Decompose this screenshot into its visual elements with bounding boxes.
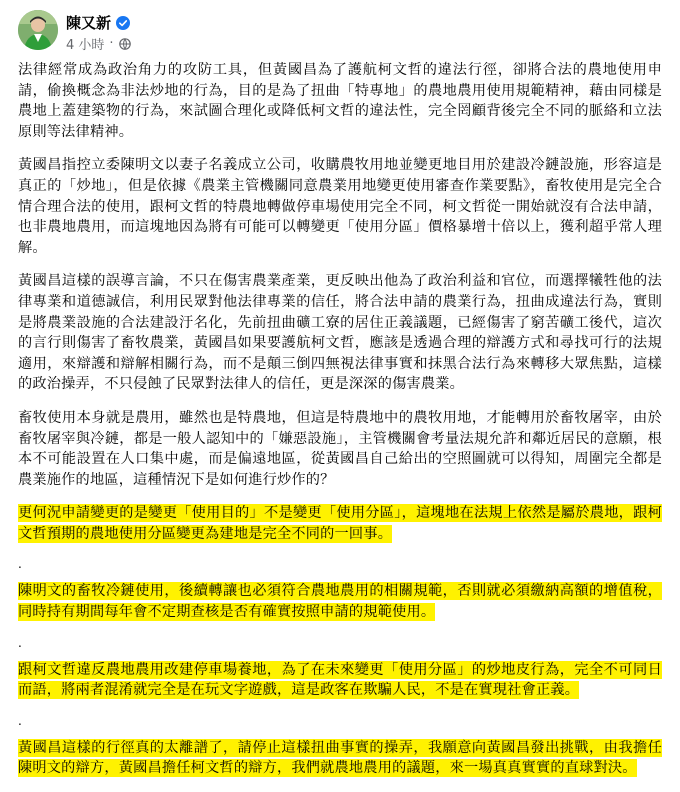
meta-separator: ·	[109, 36, 114, 51]
public-globe-icon	[119, 38, 131, 50]
dot-separator: .	[18, 713, 23, 728]
author-name[interactable]: 陳又新	[66, 14, 112, 32]
highlighted-paragraph	[18, 738, 662, 779]
post-timestamp[interactable]: 4 小時	[66, 38, 105, 53]
highlight-text: 跟柯文哲違反農地農用改建停車場養地，為了在未來變更「使用分區」的炒地皮行為，完全不可同日而語，將兩者混淆就完全是在玩文字遊戲，這是政客在欺騙人民，不是在實現社會正義。	[18, 661, 662, 699]
highlight-text: 陳明文的畜牧冷鏈使用，後續轉讓也必須符合農地農用的相關規範，否則就必須繳納高額的增值稅，同時持有期間每年會不定期查核是否有確實按照申請的規範使用。	[18, 583, 662, 621]
dot-separator: .	[18, 557, 23, 572]
post-paragraph: 畜牧使用本身就是農用，雖然也是特農地，但這是特農地中的農牧用地，才能轉用於畜牧屠宰，由於畜牧屠宰與冷鏈，都是一般人認知中的「嫌惡設施」，主管機關會考量法規允許和鄰近居民的意願，根本不可能設置在人口集中處，而是偏遠地區，從黃國昌自己給出的空照圖就可以得知，周圍完全都是農業施作的地區，這種情況下是如何進行炒作的？	[18, 409, 662, 488]
highlight-text: 更何況申請變更的是變更「使用目的」不是變更「使用分區」，這塊地在法規上依然是屬於農地，跟柯文哲預期的農地使用分區變更為建地是完全不同的一回事。	[18, 505, 662, 542]
avatar[interactable]	[18, 10, 58, 50]
post-paragraph: 法律經常成為政治角力的攻防工具，但黃國昌為了護航柯文哲的違法行徑，卻將合法的農地使用申請，偷換概念為非法炒地的行為，目的是為了扭曲「特專地」的農地農用使用規範精神，藉由同樣是農地上蓋建築物的行為，來試圖合理化或降低柯文哲的違法性，完全罔顧背後完全不同的脈絡和立法原則等法律精神。	[18, 62, 662, 140]
dot-separator: .	[18, 635, 23, 650]
post-body	[18, 60, 662, 792]
highlighted-paragraph	[18, 503, 662, 544]
highlighted-paragraph	[18, 581, 662, 622]
post-paragraph: 黃國昌指控立委陳明文以妻子名義成立公司，收購農牧用地並變更地目用於建設冷鏈設施，形容這是真正的「炒地」，但是依據《農業主管機關同意農業用地變更使用審查作業要點》，畜牧使用是完全合情合理合法的使用，跟柯文哲的特農地轉做停車場使用完全不同，柯文哲從一開始就沒有合法申請，也非農地農用，而這塊地因為將有可能可以轉變更「使用分區」價格暴增十倍以上，獲利超乎常人理解。	[18, 157, 662, 256]
post-header	[18, 10, 658, 58]
post-paragraph: 黃國昌這樣的誤導言論，不只在傷害農業產業，更反映出他為了政治利益和官位，而選擇犧牲他的法律專業和道德誠信，利用民眾對他法律專業的信任，將合法申請的農業行為，扭曲成違法行為，實則是將農業設施的合法建設汙名化，先前扭曲礦工寮的居住正義議題，已經傷害了窮苦礦工後代，這次的言行則傷害了畜牧農業，黃國昌如果要護航柯文哲，應該是透過合理的辯護方式和尋找可行的法規適用，來辯護和辯解相關行為，而不是顛三倒四無視法律事實和抹黑合法行為來轉移大眾焦點，這樣的政治操弄，不只侵蝕了民眾對法律人的信任，更是深深的傷害農業。	[18, 273, 662, 393]
highlighted-paragraph	[18, 660, 662, 701]
verified-badge-icon	[116, 16, 130, 30]
highlight-text: 黃國昌這樣的行徑真的太離譜了，請停止這樣扭曲事實的操弄，我願意向黃國昌發出挑戰，由我擔任陳明文的辯方，黃國昌擔任柯文哲的辯方，我們就農地農用的議題，來一場真真實實的直球對決。	[18, 739, 662, 777]
